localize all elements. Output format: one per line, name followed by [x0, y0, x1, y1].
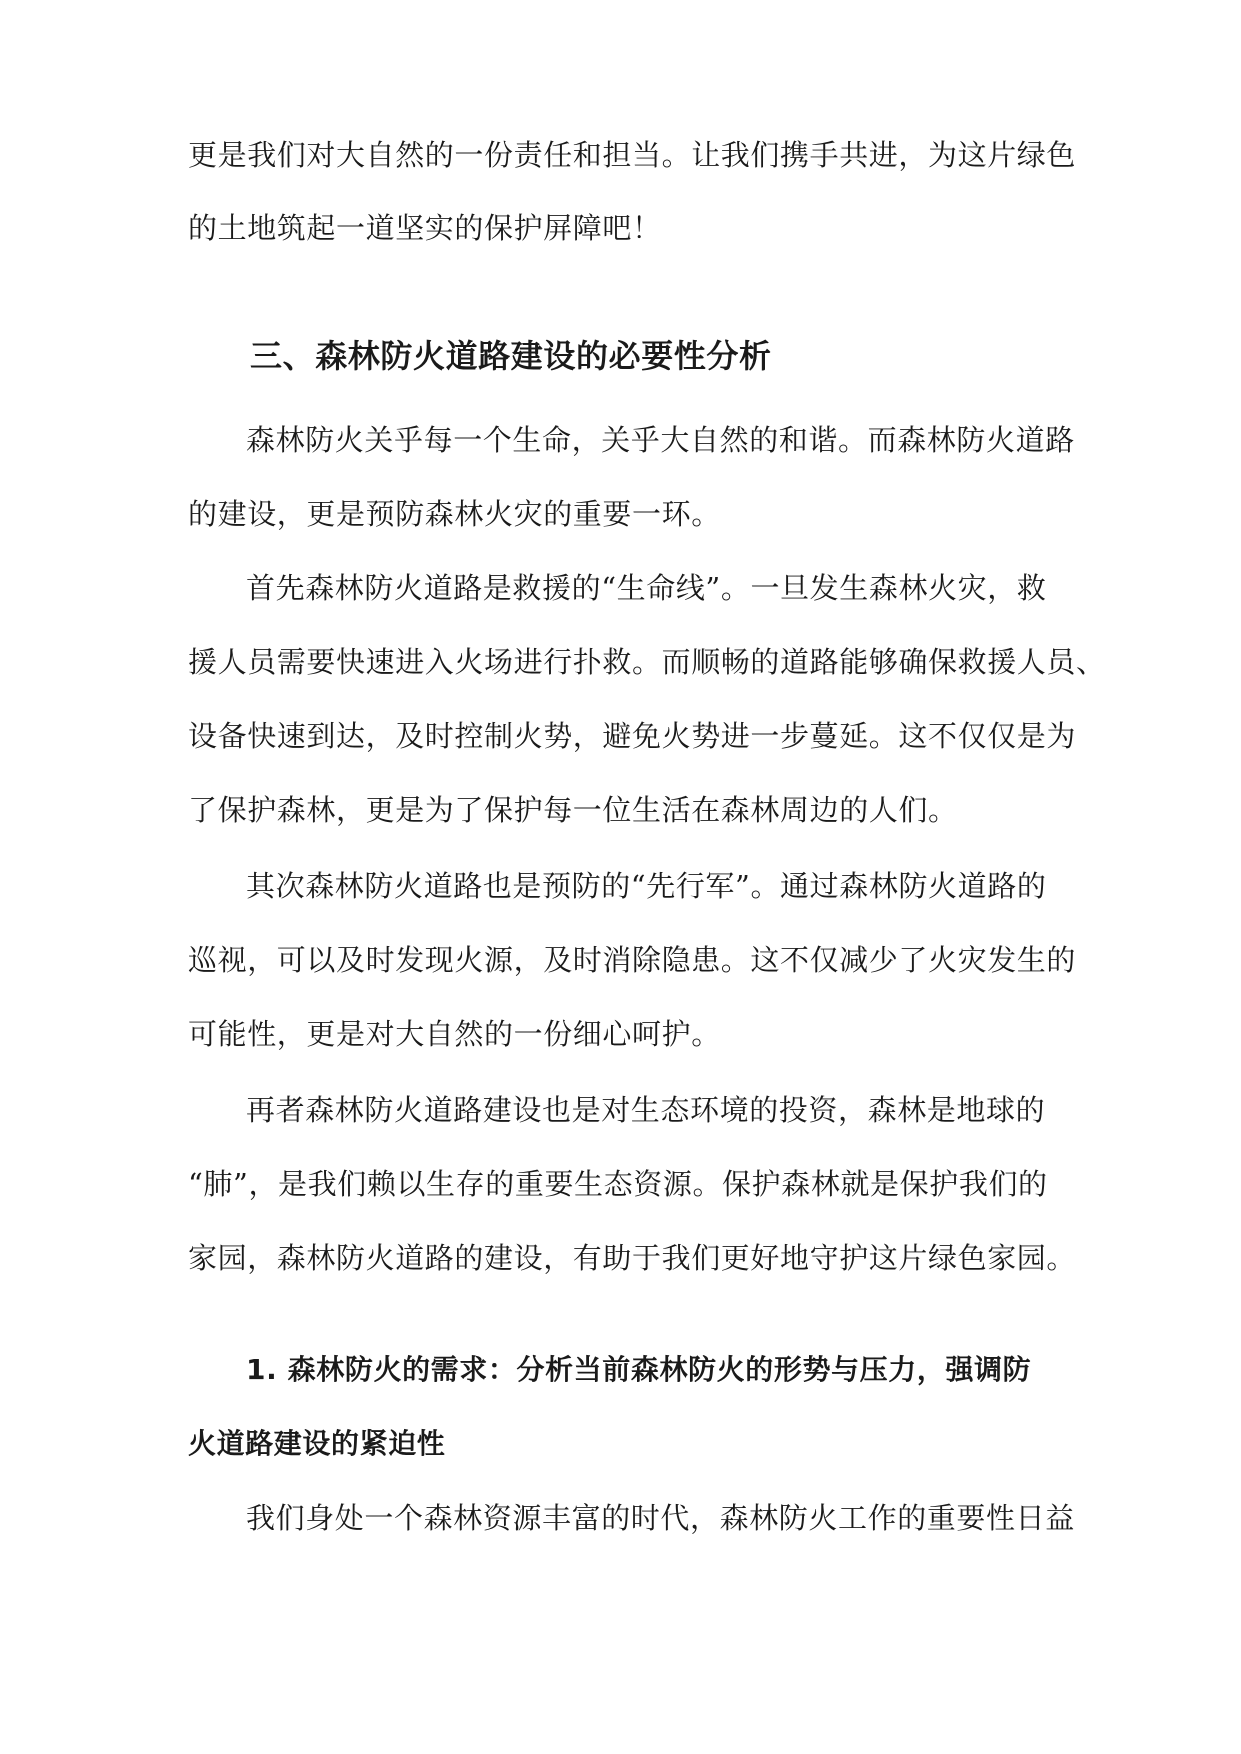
paragraph-line: 援人员需要快速进入火场进行扑救。而顺畅的道路能够确保救援人员、	[188, 645, 1106, 679]
paragraph-line: 我们身处一个森林资源丰富的时代，森林防火工作的重要性日益	[246, 1501, 1075, 1535]
paragraph-line: 更是我们对大自然的一份责任和担当。让我们携手共进，为这片绿色	[188, 138, 1077, 172]
paragraph-line: 巡视，可以及时发现火源，及时消除隐患。这不仅减少了火灾发生的	[188, 943, 1077, 977]
paragraph-line: 了保护森林，更是为了保护每一位生活在森林周边的人们。	[188, 793, 958, 827]
paragraph-line: 首先森林防火道路是救援的“生命线”。一旦发生森林火灾，救	[246, 571, 1047, 605]
paragraph-line: 再者森林防火道路建设也是对生态环境的投资，森林是地球的	[246, 1093, 1046, 1127]
paragraph-line: 森林防火关乎每一个生命，关乎大自然的和谐。而森林防火道路	[246, 423, 1075, 457]
subsection-heading: 1. 森林防火的需求：分析当前森林防火的形势与压力，强调防	[246, 1353, 1032, 1386]
paragraph-line: “肺”，是我们赖以生存的重要生态资源。保护森林就是保护我们的	[188, 1167, 1048, 1201]
subsection-heading-continued: 火道路建设的紧迫性	[188, 1427, 446, 1460]
paragraph-line: 可能性，更是对大自然的一份细心呵护。	[188, 1017, 721, 1051]
paragraph-line: 其次森林防火道路也是预防的“先行军”。通过森林防火道路的	[246, 869, 1047, 903]
paragraph-line: 的土地筑起一道坚实的保护屏障吧！	[188, 211, 662, 245]
paragraph-line: 家园，森林防火道路的建设，有助于我们更好地守护这片绿色家园。	[188, 1241, 1077, 1275]
section-heading: 三、森林防火道路建设的必要性分析	[250, 337, 772, 375]
paragraph-line: 的建设，更是预防森林火灾的重要一环。	[188, 497, 721, 531]
paragraph-line: 设备快速到达，及时控制火势，避免火势进一步蔓延。这不仅仅是为	[188, 719, 1077, 753]
